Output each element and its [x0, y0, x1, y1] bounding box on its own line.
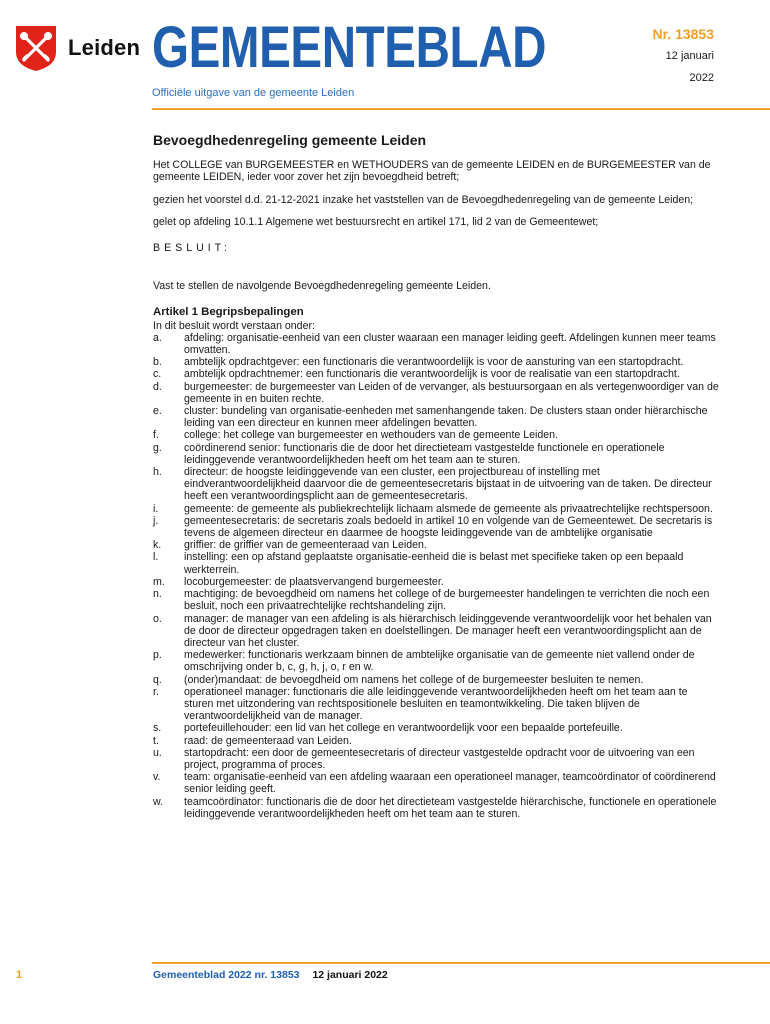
footer-divider — [152, 962, 770, 964]
leiden-logo — [14, 24, 140, 72]
definition-key: q. — [153, 673, 162, 686]
definition-text: gemeente: de gemeente als publiekrechtelijk lichaam alsmede de gemeente als privaatrechtelijke rechtspersoon. — [184, 502, 713, 515]
definition-item — [153, 588, 719, 612]
besluit-heading: BESLUIT: — [153, 242, 231, 255]
logo-text: Leiden — [68, 35, 141, 60]
intro-paragraph: gelet op afdeling 10.1.1 Algemene wet bestuursrecht en artikel 171, lid 2 van de Gemeentewet; — [153, 215, 599, 228]
definition-text: (onder)mandaat: de bevoegdheid om namens het college of de burgemeester besluiten te nemen. — [184, 673, 644, 686]
definition-item — [153, 576, 719, 588]
definition-item — [153, 551, 719, 575]
definition-item — [153, 722, 719, 734]
definition-item — [153, 649, 719, 673]
definition-item — [153, 442, 719, 466]
definition-item — [153, 381, 719, 405]
article-intro: In dit besluit wordt verstaan onder: — [153, 319, 315, 332]
definition-text: ambtelijk opdrachtnemer: een functionaris die verantwoordelijk is voor de realisatie van een startopdracht. — [184, 368, 680, 381]
definition-text: raad: de gemeenteraad van Leiden. — [184, 734, 352, 747]
definition-key: l. — [153, 551, 159, 564]
definition-key: i. — [153, 502, 159, 515]
definition-key: u. — [153, 746, 162, 759]
definition-text: operationeel manager: functionaris die alle leidinggevende verantwoordelijkheden heeft om het team aan te sturen met uitzondering van rechtspositionele besluiten en teamontwikkeling. Die taken blijven de verantwoordelijkheid van de manager. — [184, 685, 688, 723]
definition-key: h. — [153, 466, 162, 479]
definition-key: n. — [153, 588, 162, 601]
definition-text: gemeentesecretaris: de secretaris zoals bedoeld in artikel 10 en volgende van de Gemeentewet. De secretaris is tevens de algemeen directeur en daarmee de hoogste leidinggevende van de ambtelijke organisatie — [184, 514, 713, 540]
definition-text: machtiging: de bevoegdheid om namens het college of de burgemeester handelingen te verrichten die noch een besluit, noch een privaatrechtelijke rechtshandeling zijn. — [184, 588, 710, 613]
definition-key: g. — [153, 441, 162, 454]
definition-text: afdeling: organisatie-eenheid van een cluster waaraan een manager leiding geeft. Afdelingen kunnen meer teams omvatten. — [184, 331, 716, 357]
crossed-keys-shield-icon — [14, 24, 58, 72]
document-body — [153, 134, 719, 820]
definition-item — [153, 735, 719, 747]
definition-key: d. — [153, 380, 162, 393]
definition-key: o. — [153, 612, 162, 625]
header-divider — [152, 108, 770, 110]
definition-item — [153, 796, 719, 820]
definition-item — [153, 466, 719, 503]
definition-item — [153, 674, 719, 686]
definition-key: w. — [153, 795, 164, 808]
definitions-list — [153, 332, 719, 820]
definition-item — [153, 515, 719, 539]
footer-publication: Gemeenteblad 2022 nr. 13853 — [153, 969, 300, 981]
decision-text: Vast te stellen de navolgende Bevoegdhedenregeling gemeente Leiden. — [153, 280, 491, 293]
definition-text: burgemeester: de burgemeester van Leiden of de vervanger, als bestuursorgaan en als vertegenwoordiger van de gemeente in en buiten rechte. — [184, 380, 719, 405]
definition-key: c. — [153, 368, 162, 381]
definition-key: a. — [153, 331, 162, 344]
definition-text: medewerker: functionaris werkzaam binnen de ambtelijke organisatie van de gemeente niet vallend onder de omschrijving onder b, c, g, h, j, o, r en w. — [184, 649, 695, 674]
definition-item — [153, 332, 719, 356]
definition-text: college: het college van burgemeester en wethouders van de gemeente Leiden. — [184, 429, 558, 442]
definition-text: coördinerend senior: functionaris die de door het directieteam vastgestelde functionele en operationele leidinggevende verantwoordelijkheden heeft om het team aan te sturen. — [184, 441, 665, 466]
definition-key: v. — [153, 771, 161, 784]
definition-key: p. — [153, 649, 162, 662]
definition-item — [153, 771, 719, 795]
definition-text: startopdracht: een door de gemeentesecretaris of directeur vastgestelde opdracht voor de uitvoering van een project, programma of proces. — [184, 746, 695, 771]
masthead-title: GEMEENTEBLAD — [152, 15, 547, 80]
definition-item — [153, 368, 719, 380]
definition-item — [153, 356, 719, 368]
definition-item — [153, 747, 719, 771]
intro-paragraph: Het COLLEGE van BURGEMEESTER en WETHOUDERS van de gemeente LEIDEN en de BURGEMEESTER van de gemeente LEIDEN, ieder voor zover het zijn bevoegdheid betreft; — [153, 159, 711, 184]
article-title: Artikel 1 Begripsbepalingen — [153, 306, 304, 319]
issue-date: 12 januari — [665, 50, 714, 62]
definition-key: e. — [153, 405, 162, 418]
issue-number: Nr. 13853 — [652, 26, 714, 42]
footer — [153, 969, 388, 981]
definition-item — [153, 539, 719, 551]
definition-text: manager: de manager van een afdeling is als hiërarchisch leidinggevende verantwoordelijk voor het behalen van de door de directeur opgedragen taken en doelstellingen. De manager heeft een verantwoordingsplicht aan de directeur van het cluster. — [184, 612, 712, 649]
footer-date: 12 januari 2022 — [312, 969, 388, 981]
definition-text: instelling: een op afstand geplaatste organisatie-eenheid die is belast met specifieke taken op een bepaald werkterrein. — [184, 551, 684, 576]
masthead-tagline: Officiële uitgave van de gemeente Leiden — [152, 87, 355, 99]
definition-text: ambtelijk opdrachtgever: een functionaris die verantwoordelijk is voor de aansturing van een startopdracht. — [184, 356, 684, 369]
definition-key: f. — [153, 429, 159, 442]
definition-key: r. — [153, 685, 159, 698]
definition-item — [153, 686, 719, 723]
definition-text: locoburgemeester: de plaatsvervangend burgemeester. — [184, 575, 444, 588]
definition-key: t. — [153, 734, 159, 747]
definition-text: griffier: de griffier van de gemeenteraad van Leiden. — [184, 539, 427, 552]
definition-text: portefeuillehouder: een lid van het college en verantwoordelijk voor een bepaalde portefeuille. — [184, 722, 623, 735]
definition-text: cluster: bundeling van organisatie-eenheden met samenhangende taken. De clusters staan onder hiërarchische leiding van een directeur en kunnen meer afdelingen bevatten. — [184, 405, 708, 430]
intro-paragraph: gezien het voorstel d.d. 21-12-2021 inzake het vaststellen van de Bevoegdhedenregeling van de gemeente Leiden; — [153, 193, 694, 206]
definition-key: k. — [153, 539, 162, 552]
definition-text: teamcoördinator: functionaris die de door het directieteam vastgestelde hiërarchische, functionele en operationele leidinggevende verantwoordelijkheden heeft om het team aan te sturen. — [184, 795, 717, 820]
definition-item — [153, 429, 719, 441]
definition-key: s. — [153, 722, 162, 735]
definition-text: directeur: de hoogste leidinggevende van een cluster, een projectbureau of instelling met eindverantwoordelijkheid daarvoor die de gemeentesecretaris bijstaat in de uitvoering van de taken. De directeur heeft een verantwoordingsplicht aan de gemeentesecretaris. — [184, 466, 712, 503]
definition-key: m. — [153, 575, 165, 588]
document-title: Bevoegdhedenregeling gemeente Leiden — [153, 132, 427, 148]
page-number: 1 — [16, 969, 23, 981]
issue-info — [653, 26, 715, 84]
definition-key: j. — [153, 514, 159, 527]
definition-key: b. — [153, 356, 162, 369]
definition-item — [153, 613, 719, 650]
definition-item — [153, 405, 719, 429]
definition-item — [153, 503, 719, 515]
issue-year: 2022 — [689, 72, 714, 84]
definition-text: team: organisatie-eenheid van een afdeling waaraan een operationeel manager, teamcoördinator of coördinerend senior leiding geeft. — [184, 771, 716, 796]
